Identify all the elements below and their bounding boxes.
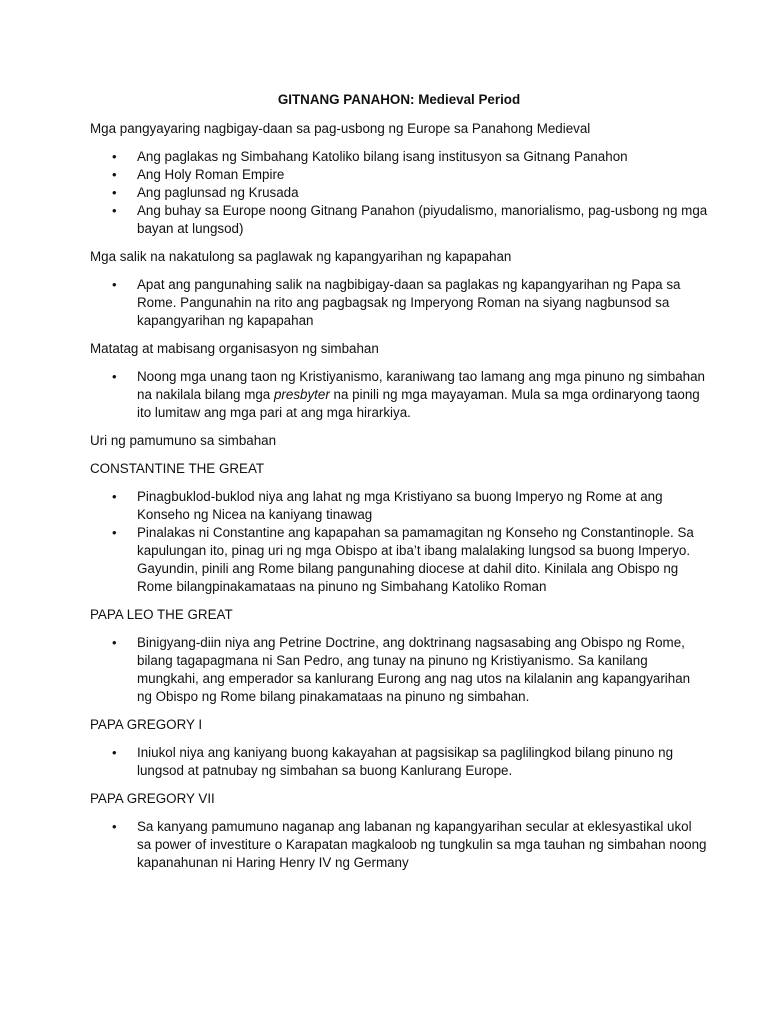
bullet-icon: •	[112, 635, 117, 650]
events-list	[90, 148, 708, 238]
section-heading-leo: PAPA LEO THE GREAT	[90, 607, 233, 622]
gregory-i-list	[90, 744, 708, 780]
section-heading-leadership: Uri ng pamumuno sa simbahan	[90, 433, 277, 448]
section-heading-gregory-i: PAPA GREGORY I	[90, 717, 203, 732]
section-heading-factors: Mga salik na nakatulong sa paglawak ng kapangyarihan ng kapapahan	[90, 249, 512, 264]
bullet-icon: •	[112, 277, 117, 292]
bullet-icon: •	[112, 203, 117, 218]
list-item: • Ang paglunsad ng Krusada	[112, 185, 299, 200]
leo-list	[90, 634, 708, 706]
bullet-icon: •	[112, 149, 117, 164]
bullet-icon: •	[112, 369, 117, 384]
constantine-list	[90, 488, 708, 596]
list-item: • Sa kanyang pamumuno naganap ang labanan ng kapangyarihan secular at eklesyastikal ukol sa power of investiture o Karapatan magkaloob ng tungkulin sa mga tauhan ng simbahan noong kapanahunan ni Haring Henry IV ng Germany	[112, 819, 707, 870]
list-item: • Binigyang-diin niya ang Petrine Doctrine, ang doktrinang nagsasabing ang Obispo ng Rome, bilang tagapagmana ni San Pedro, ang tunay na pinuno ng Kristiyanismo. Sa kanilang mungkahi, ang emperador sa kanlurang Eurong ang nag utos na kilalanin ang kapangyarihan ng Obispo ng Rome bilang pinakamataas na pinuno ng simbahan.	[112, 635, 691, 704]
emphasis-presbyter: presbyter	[273, 387, 330, 402]
organization-list	[90, 368, 708, 422]
bullet-icon: •	[112, 819, 117, 834]
list-item: • Ang paglakas ng Simbahang Katoliko bilang isang institusyon sa Gitnang Panahon	[112, 149, 628, 164]
section-heading-gregory-vii: PAPA GREGORY VII	[90, 791, 215, 806]
list-item: • Pinagbuklod-buklod niya ang lahat ng mga Kristiyano sa buong Imperyo ng Rome at ang Konseho ng Nicea na kaniyang tinawag	[112, 489, 663, 522]
gregory-vii-list	[90, 818, 708, 872]
list-item: • Apat ang pangunahing salik na nagbibigay-daan sa paglakas ng kapangyarihan ng Papa sa Rome. Pangunahin na rito ang pagbagsak ng Imperyong Roman na siyang nagbunsod sa kapangyarihan ng kapapahan	[112, 277, 681, 328]
list-item: • Noong mga unang taon ng Kristiyanismo, karaniwang tao lamang ang mga pinuno ng simbahan na nakilala bilang mga presbyter na pinili ng mga mayayaman. Mula sa mga ordinaryong taong ito lumitaw ang mga pari at ang mga hirarkiya.	[112, 369, 705, 420]
bullet-icon: •	[112, 489, 117, 504]
bullet-icon: •	[112, 167, 117, 182]
list-item: • Pinalakas ni Constantine ang kapapahan sa pamamagitan ng Konseho ng Constantinople. Sa kapulungan ito, pinag uri ng mga Obispo at iba’t ibang malalaking lungsod sa buong Imperyo. Gayundin, pinili ang Rome bilang pangunahing diocese at dahil dito. Kinilala ang Obispo ng Rome bilangpinakamataas na pinuno ng Simbahang Katoliko Roman	[112, 525, 694, 594]
section-heading-organization: Matatag at mabisang organisasyon ng simbahan	[90, 341, 379, 356]
section-heading-events: Mga pangyayaring nagbigay-daan sa pag-usbong ng Europe sa Panahong Medieval	[90, 121, 591, 136]
bullet-icon: •	[112, 525, 117, 540]
page-title: GITNANG PANAHON: Medieval Period	[277, 92, 521, 107]
bullet-icon: •	[112, 185, 117, 200]
bullet-icon: •	[112, 745, 117, 760]
factors-list	[90, 276, 708, 330]
list-item: • Ang Holy Roman Empire	[112, 167, 285, 182]
list-item: • Ang buhay sa Europe noong Gitnang Panahon (piyudalismo, manorialismo, pag-usbong ng mga bayan at lungsod)	[112, 203, 708, 236]
section-heading-constantine: CONSTANTINE THE GREAT	[90, 461, 265, 476]
list-item: • Iniukol niya ang kaniyang buong kakayahan at pagsisikap sa paglilingkod bilang pinuno ng lungsod at patnubay ng simbahan sa buong Kanlurang Europe.	[112, 745, 674, 778]
